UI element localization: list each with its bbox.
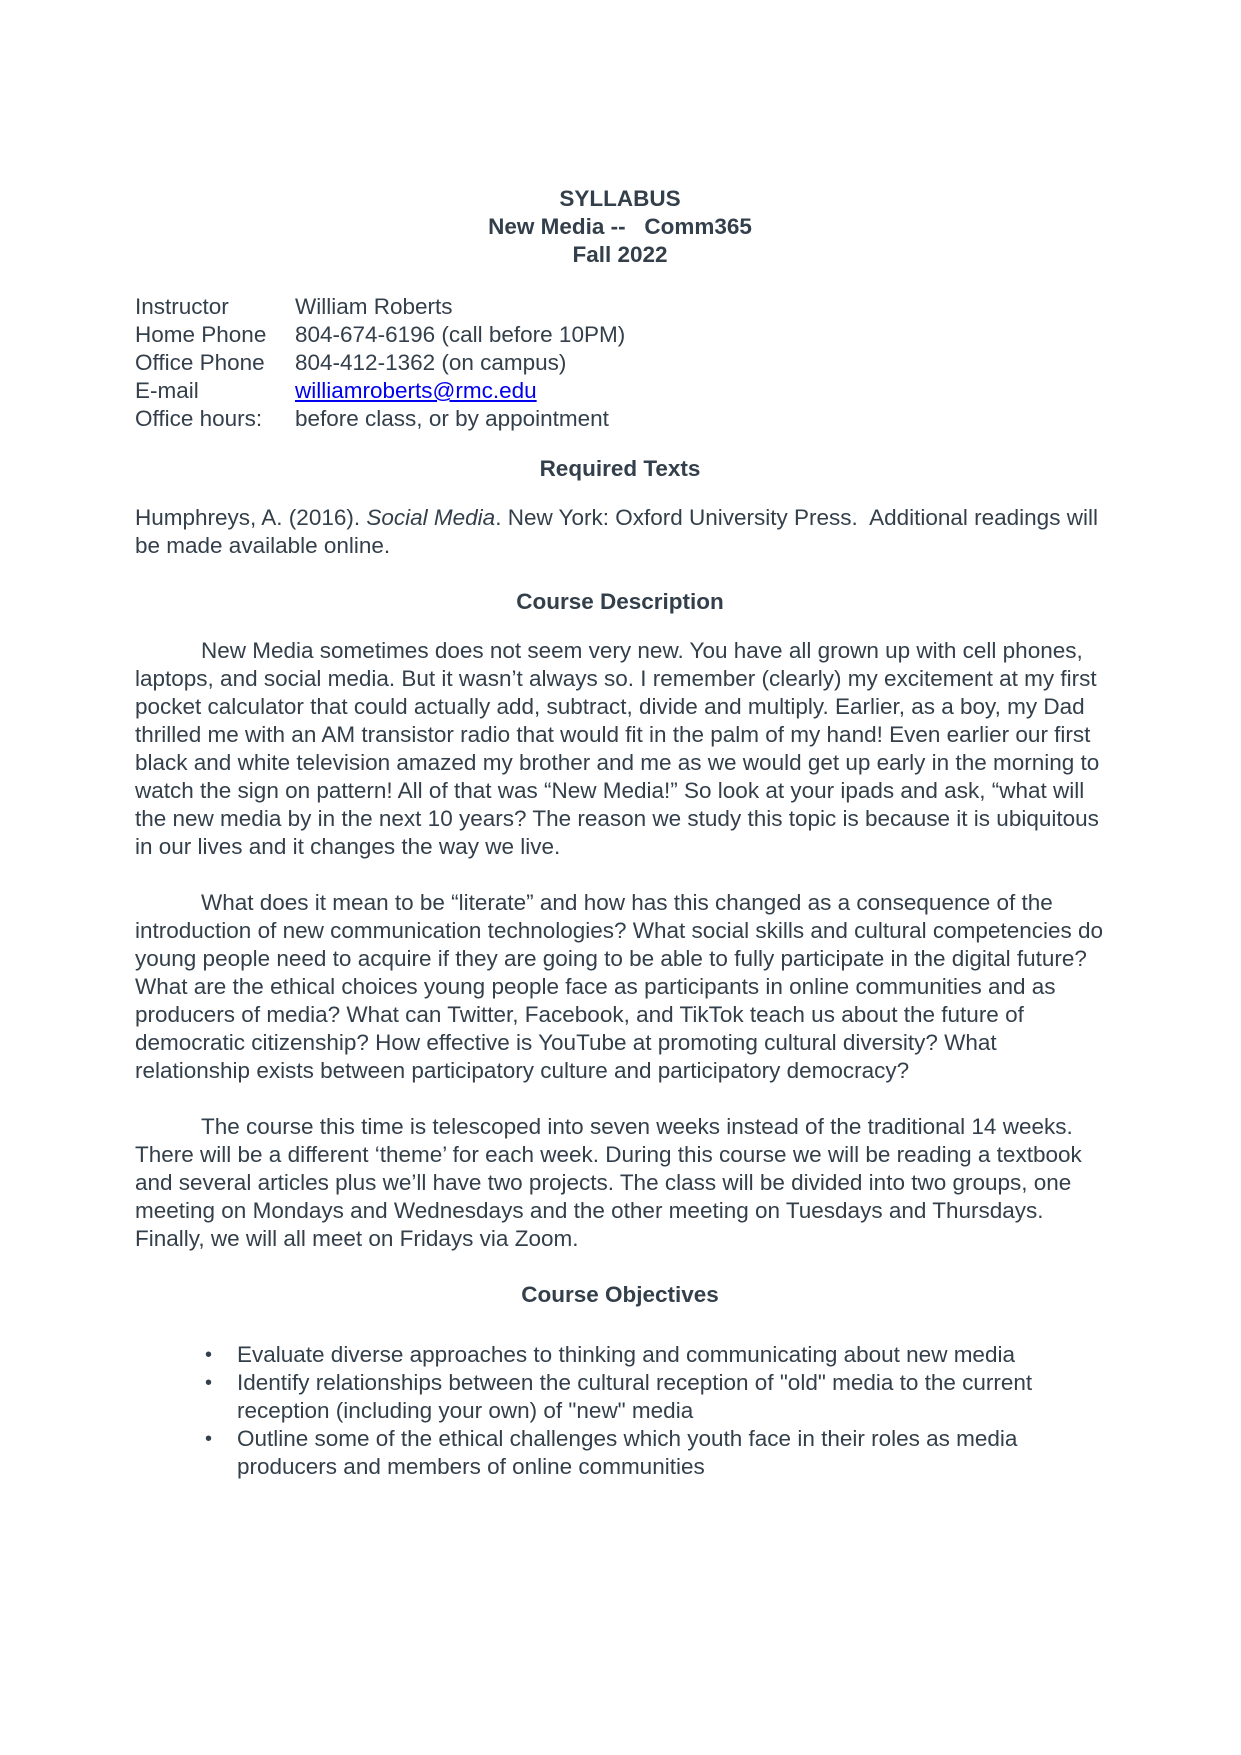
instructor-value: William Roberts [295, 294, 453, 319]
office-phone-value: 804-412-1362 (on campus) [295, 350, 567, 375]
home-phone-label: Home Phone [135, 322, 267, 347]
citation-book-title: Social Media [366, 505, 496, 530]
info-row-email [135, 377, 1105, 405]
instructor-info-block [135, 293, 1105, 433]
objective-text: Outline some of the ethical challenges which youth face in their roles as media producers and members of online communities [237, 1426, 1018, 1479]
required-texts-heading: Required Texts [539, 456, 701, 481]
info-row-office-phone [135, 349, 1105, 377]
list-item [205, 1425, 1105, 1481]
course-objectives-list [135, 1341, 1105, 1481]
citation-suffix: . New York: Oxford University Press. Additional readings will be made available online. [135, 505, 1105, 558]
course-description-paragraph-1: New Media sometimes does not seem very new. You have all grown up with cell phones, laptops, and social media. But it wasn’t always so. I remember (clearly) my excitement at my first pocket calculator that could actually add, subtract, divide and multiply. Earlier, as a boy, my Dad thrilled me with an AM transistor radio that would fit in the palm of my hand! Even earlier our first black and white television amazed my brother and me as we would get up early in the morning to watch the sign on pattern! All of that was “New Media!” So look at your ipads and ask, “what will the new media by in the next 10 years? The reason we study this topic is because it is ubiquitous in our lives and it changes the way we live. [135, 638, 1100, 859]
course-objectives-heading: Course Objectives [521, 1282, 719, 1307]
info-row-office-hours [135, 405, 1105, 433]
bullet-icon: • [205, 1372, 213, 1394]
objective-text: Identify relationships between the cultural reception of "old" media to the current reception (including your own) of "new" media [237, 1370, 1033, 1423]
info-row-instructor [135, 293, 1105, 321]
course-description-paragraph-3: The course this time is telescoped into seven weeks instead of the traditional 14 weeks. There will be a different ‘theme’ for each week. During this course we will be reading a textbook and several articles plus we’ll have two projects. The class will be divided into two groups, one meeting on Mondays and Wednesdays and the other meeting on Tuesdays and Thursdays. Finally, we will all meet on Fridays via Zoom. [135, 1114, 1082, 1251]
title-line-syllabus: SYLLABUS [559, 186, 681, 211]
course-description-paragraph-2: What does it mean to be “literate” and how has this changed as a consequence of the introduction of new communication technologies? What social skills and cultural competencies do young people need to acquire if they are going to be able to fully participate in the digital future? What are the ethical choices young people face as participants in online communities and as producers of media? What can Twitter, Facebook, and TikTok teach us about the future of democratic citizenship? How effective is YouTube at promoting cultural diversity? What relationship exists between participatory culture and participatory democracy? [135, 890, 1104, 1083]
email-label: E-mail [135, 378, 199, 403]
list-item [205, 1341, 1105, 1369]
email-link[interactable]: williamroberts@rmc.edu [295, 378, 537, 403]
list-item [205, 1369, 1105, 1425]
course-description-heading: Course Description [516, 589, 724, 614]
office-hours-label: Office hours: [135, 406, 263, 431]
office-hours-value: before class, or by appointment [295, 406, 609, 431]
info-row-home-phone [135, 321, 1105, 349]
title-line-term: Fall 2022 [572, 242, 668, 267]
bullet-icon: • [205, 1428, 213, 1450]
objective-text: Evaluate diverse approaches to thinking and communicating about new media [237, 1342, 1015, 1367]
required-texts-citation [135, 504, 1105, 560]
email-value [295, 377, 1105, 405]
home-phone-value: 804-674-6196 (call before 10PM) [295, 322, 626, 347]
instructor-label: Instructor [135, 294, 229, 319]
citation-prefix: Humphreys, A. (2016). [135, 505, 367, 530]
office-phone-label: Office Phone [135, 350, 265, 375]
title-line-course: New Media -- Comm365 [488, 214, 752, 239]
document-title-block [135, 185, 1105, 269]
bullet-icon: • [205, 1344, 213, 1366]
